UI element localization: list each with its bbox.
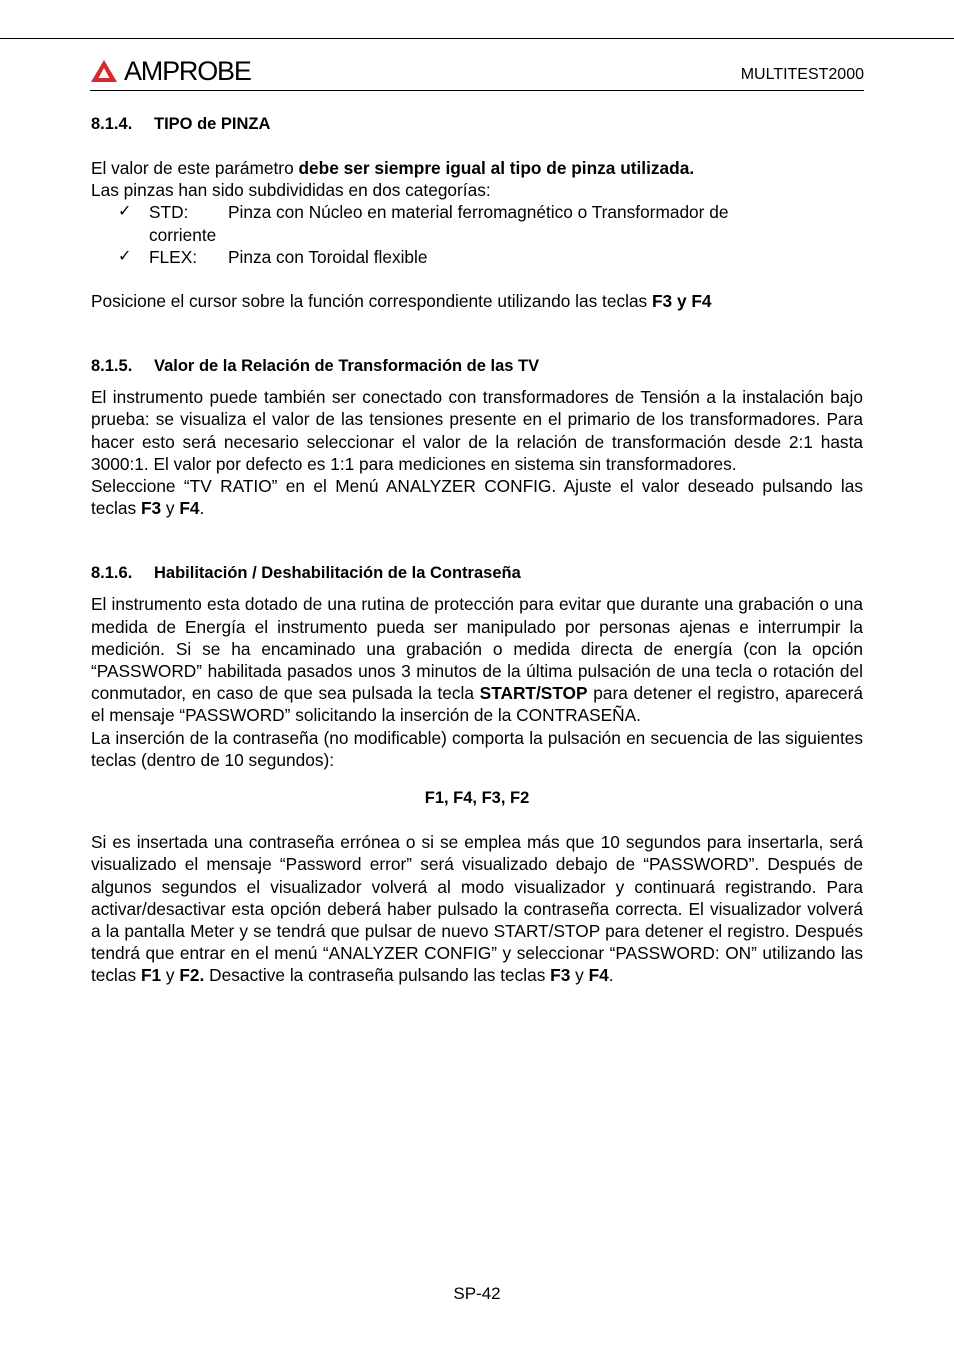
paragraph: Posicione el cursor sobre la función correspondiente utilizando las teclas F3 y F4 — [91, 291, 712, 312]
password-key-sequence: F1, F4, F3, F2 — [424, 789, 530, 808]
section-heading-8-1-5: 8.1.5. Valor de la Relación de Transformación de las TV — [91, 357, 540, 376]
page-number: SP-42 — [453, 1284, 501, 1303]
checkmark-icon: ✓ — [118, 203, 132, 221]
brand-name: AMPROBE — [124, 56, 251, 86]
paragraph: El valor de este parámetro debe ser siempre igual al tipo de pinza utilizada. — [91, 158, 695, 178]
paragraph: El instrumento esta dotado de una rutina de protección para evitar que durante una grabación o una medida de Energía el instrumento pueda ser manipulado por personas ajenas e interrumpir la medición. Si se ha encaminado una grabación o medida directa de energía (con la opción “PASSWORD” habilitada pasados unos 3 minutos de la última pulsación de una tecla o rotación del conmutador, en caso de que sea pulsada la tecla START/STOP para detener el registro, aparecerá el mensaje “PASSWORD” solicitando la inserción de la CONTRASEÑA. — [91, 594, 863, 726]
list-item: ✓ FLEX: Pinza con Toroidal flexible — [118, 246, 428, 267]
section-heading-8-1-6: 8.1.6. Habilitación / Deshabilitación de la Contraseña — [91, 564, 521, 583]
paragraph: Si es insertada una contraseña errónea o si se emplea más que 10 segundos para insertarla, será visualizado el mensaje “Password error” será visualizado debajo de “PASSWORD”. Después de algunos segundos el visualizador volverá al modo visualizador y continuará registrando. Para activar/desactivar esta opción deberá haber pulsado la contraseña correcta. El visualizador volverá a la pantalla Meter y se tendrá que pulsar de nuevo START/STOP para detener el registro. Después tendrá que entrar en el menú “ANALYZER CONFIG” y seleccionar “PASSWORD: ON” utilizando las teclas F1 y F2. Desactive la contraseña pulsando las teclas F3 y F4. — [91, 832, 863, 986]
section-heading-8-1-4: 8.1.4. TIPO de PINZA — [91, 115, 271, 133]
page-content — [91, 113, 863, 987]
warning-triangle-icon — [90, 59, 118, 83]
page-header — [90, 56, 864, 91]
model-name: MULTITEST2000 — [740, 66, 864, 83]
paragraph: Las pinzas han sido subdivididas en dos categorías: — [91, 180, 491, 201]
paragraph: La inserción de la contraseña (no modificable) comporta la pulsación en secuencia de las siguientes teclas (dentro de 10 segundos): — [91, 727, 863, 770]
paragraph: Seleccione “TV RATIO” en el Menú ANALYZER CONFIG. Ajuste el valor deseado pulsando las teclas F3 y F4. — [91, 476, 863, 519]
top-rule — [0, 38, 954, 39]
list-item: ✓ STD: Pinza con Núcleo en material ferromagnético o Transformador de corriente — [118, 202, 729, 245]
clamp-type-list — [91, 201, 863, 268]
checkmark-icon: ✓ — [118, 247, 132, 265]
paragraph: El instrumento puede también ser conectado con transformadores de Tensión a la instalación bajo prueba: se visualiza el valor de las tensiones presente en el primario de los transformadores. Para hacer esto será necesario seleccionar el valor de la relación de transformación desde 2:1 hasta 3000:1. El valor por defecto es 1:1 para mediciones en sistema sin transformadores. — [91, 387, 863, 474]
brand-logo — [90, 56, 251, 86]
